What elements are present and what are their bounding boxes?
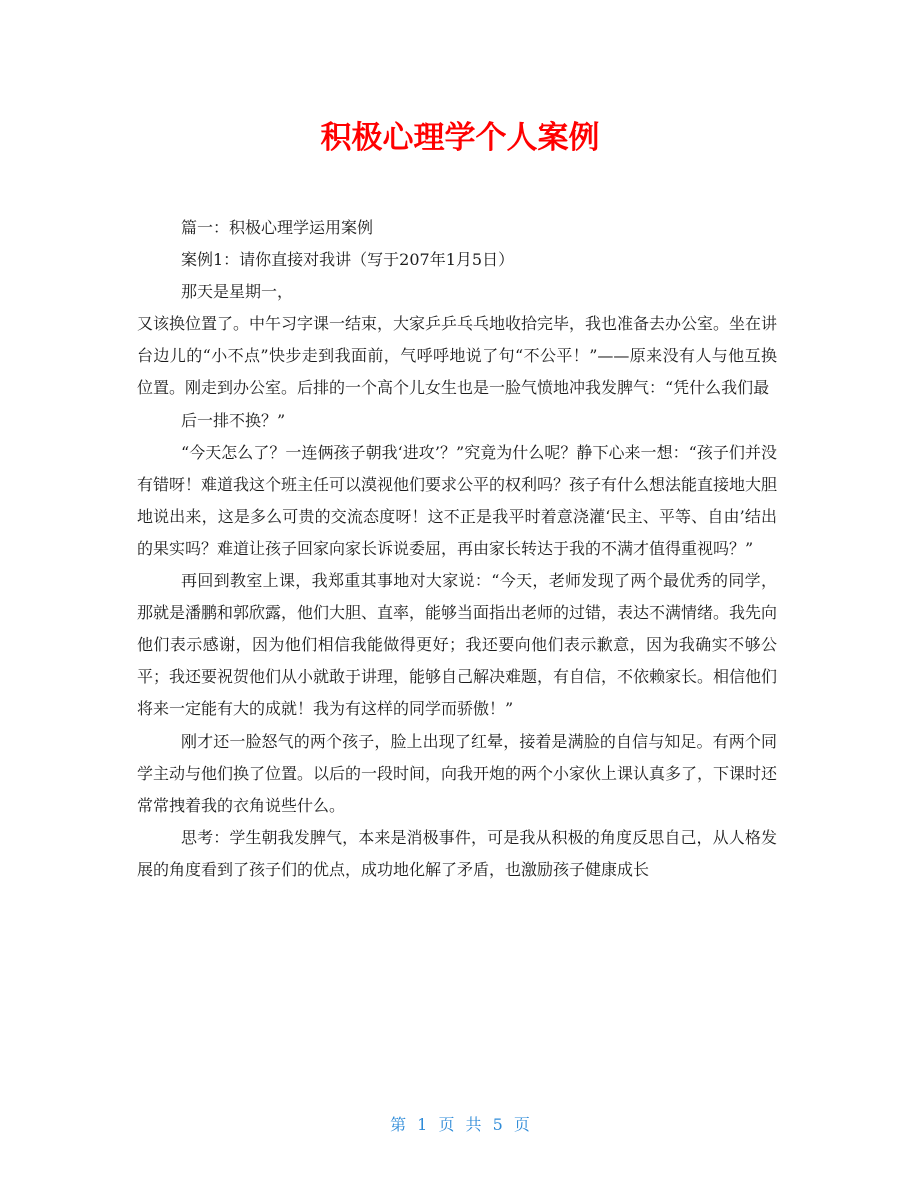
document-body — [137, 212, 777, 886]
paragraph: 篇一：积极心理学运用案例 — [181, 218, 374, 237]
document-title: 积极心理学个人案例 — [320, 120, 600, 156]
page-number-footer: 第 1 页 共 5 页 — [390, 1115, 530, 1134]
paragraph: 那天是星期一， — [181, 282, 294, 302]
paragraph: 思考：学生朝我发脾气，本来是消极事件，可是我从积极的角度反思自己，从人格发展的角度看到了孩子们的优点，成功地化解了矛盾，也激励孩子健康成长 — [137, 827, 777, 879]
paragraph: 又该换位置了。中午习字课一结束，大家乒乒乓乓地收拾完毕，我也准备去办公室。坐在讲台边儿的“小不点”快步走到我面前，气呼呼地说了句“不公平！”——原来没有人与他互换位置。刚走到办公室。后排的一个高个儿女生也是一脸气愤地冲我发脾气：“凭什么我们最 — [137, 314, 778, 398]
paragraph: 刚才还一脸怒气的两个孩子，脸上出现了红晕，接着是满脸的自信与知足。有两个同学主动与他们换了位置。以后的一段时间，向我开炮的两个小家伙上课认真多了，下课时还常常拽着我的衣角说些什么。 — [137, 731, 778, 815]
paragraph: 再回到教室上课，我郑重其事地对大家说：“今天，老师发现了两个最优秀的同学，那就是潘鹏和郭欣露，他们大胆、直率，能够当面指出老师的过错，表达不满情绪。我先向他们表示感谢，因为他们相信我能做得更好；我还要向他们表示歉意，因为我确实不够公平；我还要祝贺他们从小就敢于讲理，能够自己解决难题，有自信，不依赖家长。相信他们将来一定能有大的成就！我为有这样的同学而骄傲！” — [137, 571, 778, 719]
paragraph: 案例1：请你直接对我讲（写于207年1月5日） — [181, 250, 515, 270]
paragraph: 后一排不换？” — [181, 410, 286, 430]
paragraph: “今天怎么了？一连俩孩子朝我‘进攻’？”究竟为什么呢？静下心来一想：“孩子们并没有错呀！难道我这个班主任可以漠视他们要求公平的权利吗？孩子有什么想法能直接地大胆地说出来，这是多么可贵的交流态度呀！这不正是我平时着意浇灌‘民主、平等、自由’结出的果实吗？难道让孩子回家向家长诉说委屈，再由家长转达于我的不满才值得重视吗？” — [137, 442, 778, 558]
